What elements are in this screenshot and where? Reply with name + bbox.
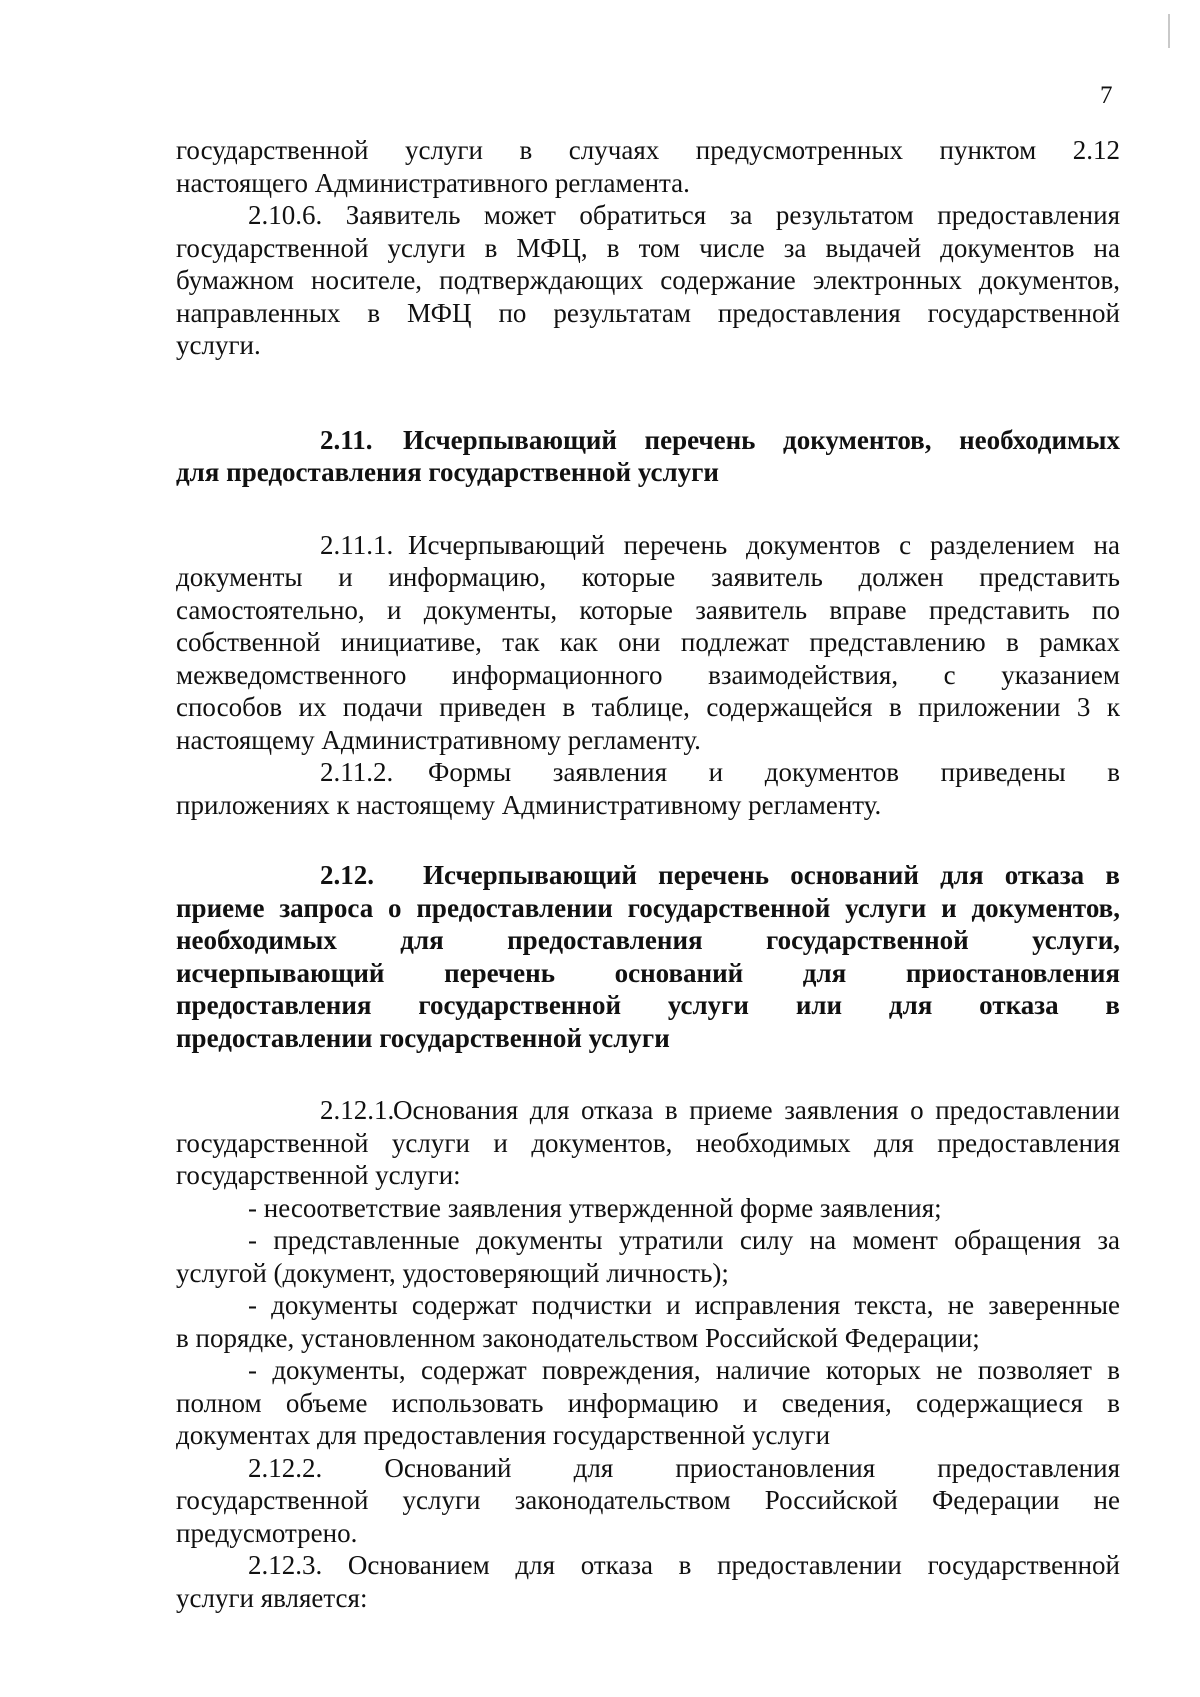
section-heading-2-12-line: предоставлении государственной услуги [176,1022,670,1053]
section-number: 2.12. [320,860,374,890]
paragraph-text: Формы заявления и документов приведены в [428,757,1120,787]
scan-mark [1168,14,1170,48]
paragraph-2-10-6-line: государственной услуги в МФЦ, в том числе за выдачей документов на [176,232,1120,263]
paragraph-number: 2.11.1. [320,529,394,560]
paragraph-2-12-3-line: услуги является: [176,1582,368,1613]
paragraph-2-10-6-line: 2.10.6. Заявитель может обратиться за результатом предоставления [248,200,1120,230]
section-heading-2-12 [176,859,1120,892]
list-item-line: в порядке, установленном законодательством Российской Федерации; [176,1322,980,1353]
heading-text: Исчерпывающий перечень документов, необходимых [403,424,1120,455]
paragraph-2-11-1-line: собственной инициативе, так как они подлежат представлению в рамках [176,627,1120,657]
document-body [176,134,1120,1614]
section-heading-2-12-line: приеме запроса о предоставлении государственной услуги и документов, [176,892,1120,923]
paragraph-number: 2.12.1. [320,1095,395,1125]
text-line: государственной услуги в случаях предусмотренных пунктом 2.12 [176,135,1120,165]
section-heading-2-11-line: для предоставления государственной услуги [176,457,719,487]
paragraph-number: 2.11.2. [320,757,394,787]
paragraph-2-11-1-line: настоящему Административному регламенту. [176,724,701,755]
paragraph-2-11-1 [176,529,1120,562]
paragraph-2-11-2-line: приложениях к настоящему Административному регламенту. [176,789,882,820]
text-line: настоящего Административного регламента. [176,167,690,198]
paragraph-2-11-1-line: межведомственного информационного взаимодействия, с указанием [176,659,1120,690]
paragraph-2-12-2-line: государственной услуги законодательством Российской Федерации не [176,1485,1120,1515]
paragraph-2-10-6-line: направленных в МФЦ по результатам предоставления государственной [176,297,1120,328]
paragraph-2-12-1 [176,1094,1120,1127]
paragraph-2-12-3: 2.12.3. Основанием для отказа в предоставлении государственной [248,1550,1120,1580]
list-item: - представленные документы утратили силу на момент обращения за [248,1225,1120,1255]
paragraph-2-12-1-line: государственной услуги и документов, необходимых для предоставления [176,1127,1120,1158]
list-item-line: документах для предоставления государственной услуги [176,1420,831,1450]
paragraph-2-10-6-line: бумажном носителе, подтверждающих содержание электронных документов, [176,265,1120,295]
paragraph-2-10-6-line: услуги. [176,330,261,360]
section-number: 2.11. [320,424,373,455]
page-number: 7 [1100,82,1113,109]
section-heading-2-11 [176,424,1120,457]
section-heading-2-12-line: необходимых для предоставления государственной услуги, [176,925,1120,955]
section-heading-2-12-line: исчерпывающий перечень оснований для приостановления [176,957,1120,988]
paragraph-2-12-2-line: предусмотрено. [176,1517,358,1548]
section-heading-2-12-line: предоставления государственной услуги или для отказа в [176,990,1120,1020]
paragraph-2-11-2 [176,756,1120,789]
paragraph-2-11-1-line: способов их подачи приведен в таблице, содержащейся в приложении 3 к [176,692,1120,722]
paragraph-2-11-1-line: самостоятельно, и документы, которые заявитель вправе представить по [176,594,1120,625]
list-item: - документы, содержат повреждения, наличие которых не позволяет в [248,1355,1120,1385]
list-item: - несоответствие заявления утвержденной форме заявления; [248,1192,942,1223]
paragraph-text: Исчерпывающий перечень документов с разделением на [408,529,1120,560]
heading-text: Исчерпывающий перечень оснований для отказа в [423,860,1120,890]
list-item: - документы содержат подчистки и исправления текста, не заверенные [248,1290,1120,1320]
paragraph-2-12-1-line: государственной услуги: [176,1160,461,1190]
paragraph-2-11-1-line: документы и информацию, которые заявитель должен представить [176,562,1120,592]
paragraph-2-12-2: 2.12.2. Оснований для приостановления предоставления [248,1452,1120,1483]
list-item-line: полном объеме использовать информацию и сведения, содержащиеся в [176,1387,1120,1418]
paragraph-text: Основания для отказа в приеме заявления о предоставлении [393,1095,1120,1125]
list-item-line: услугой (документ, удостоверяющий личность); [176,1257,729,1288]
